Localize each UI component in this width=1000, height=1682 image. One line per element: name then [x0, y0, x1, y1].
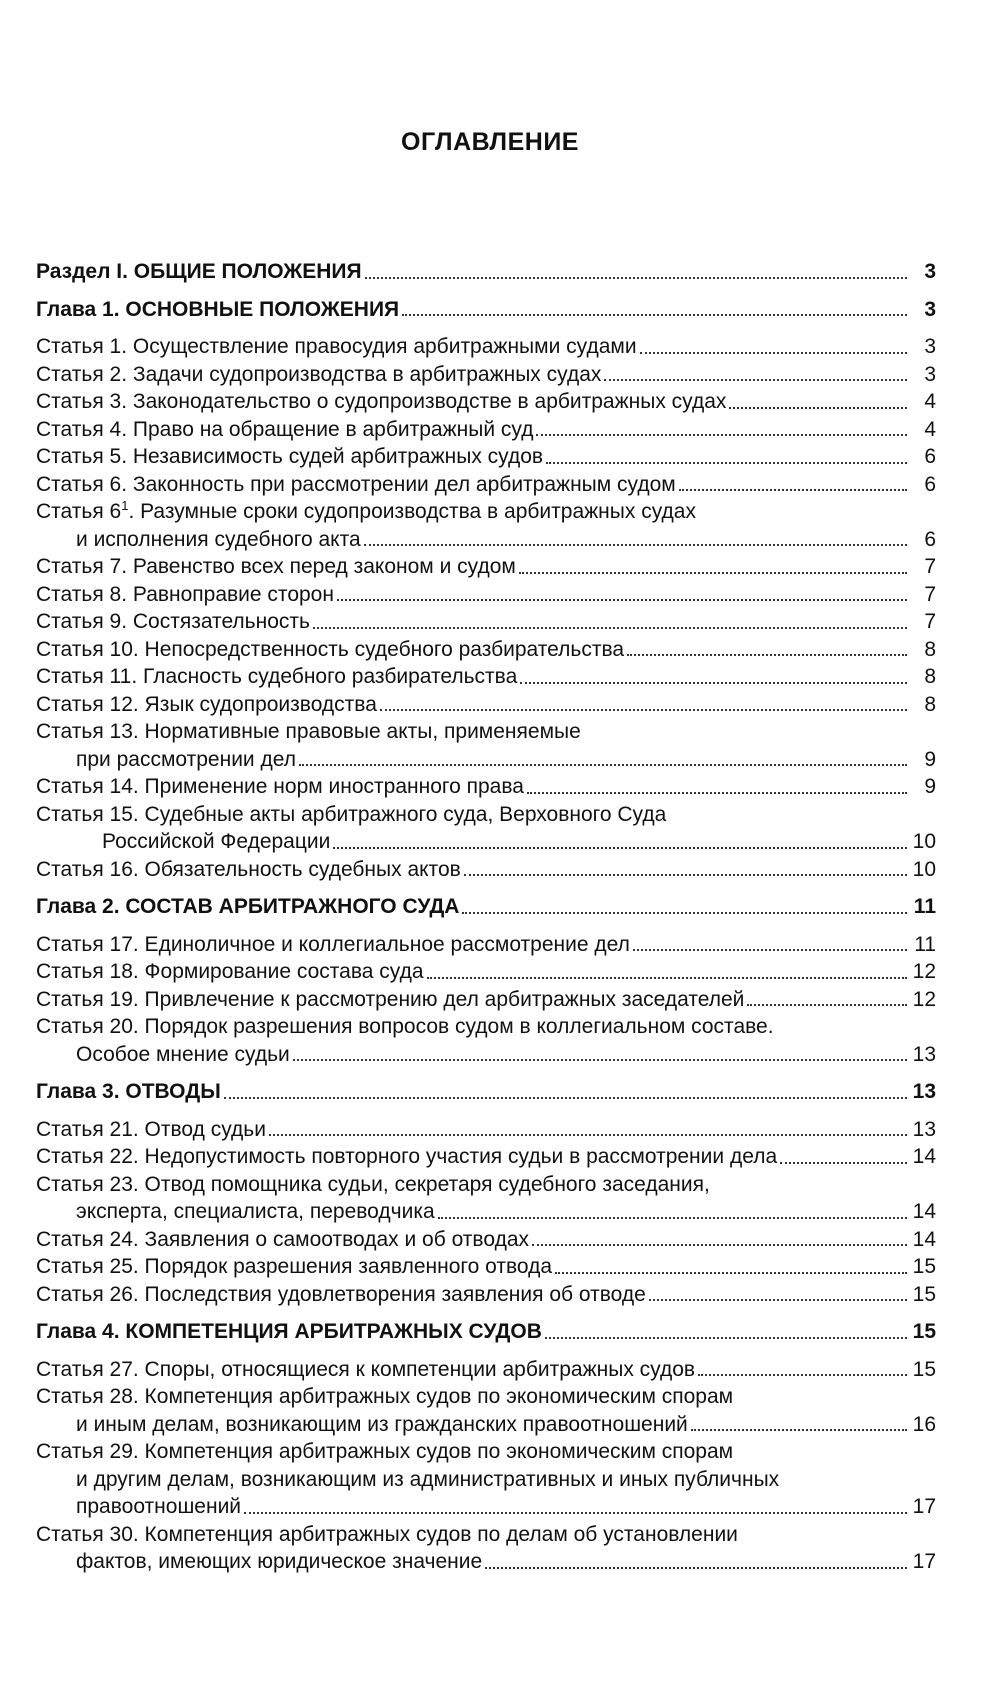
toc-entry-page: 8	[924, 665, 936, 688]
toc-entry-article-29-line-2: и другим делам, возникающим из административных и иных публичных	[76, 1467, 780, 1491]
toc-entry-page: 16	[912, 1412, 936, 1436]
toc-entry-page: 4	[924, 417, 936, 441]
toc-entry-article-23-title[interactable]: Статья 23. Отвод помощника судьи, секретаря судебного заседания,	[36, 1172, 710, 1196]
toc-entry-label: Статья 14. Применение норм иностранного права	[36, 775, 524, 798]
dot-leader	[780, 1162, 907, 1164]
toc-page	[30, 0, 950, 1682]
toc-entry-label: Статья 24. Заявления о самоотводах и об отводах	[36, 1227, 529, 1251]
dot-leader	[691, 1429, 907, 1431]
toc-entry-label: Статья 22. Недопустимость повторного участия судьи в рассмотрении дела	[36, 1145, 778, 1168]
toc-entry-article-29-title[interactable]: Статья 29. Компетенция арбитражных судов по экономическим спорам	[36, 1440, 734, 1463]
toc-entry-label: Статья 7. Равенство всех перед законом и судом	[36, 555, 516, 578]
toc-entry-label: Статья 12. Язык судопроизводства	[36, 692, 377, 716]
dot-leader	[604, 379, 907, 381]
toc-entry-article-12[interactable]	[36, 691, 936, 719]
toc-entry-page: 13	[912, 1117, 936, 1141]
toc-entry-label: Глава 1. ОСНОВНЫЕ ПОЛОЖЕНИЯ	[36, 297, 400, 321]
dot-leader	[402, 314, 907, 316]
dot-leader	[293, 1059, 907, 1061]
dot-leader	[633, 949, 907, 951]
toc-entry-page: 13	[912, 1042, 936, 1066]
toc-entry-article-6[interactable]	[36, 471, 936, 499]
toc-entry-article-4[interactable]	[36, 416, 936, 444]
toc-entry-article-28[interactable]	[36, 1411, 936, 1439]
toc-entry-label-continuation: фактов, имеющих юридическое значение	[76, 1550, 483, 1573]
toc-entry-article-20-title[interactable]: Статья 20. Порядок разрешения вопросов судом в коллегиальном составе.	[36, 1015, 774, 1038]
dot-leader	[462, 912, 907, 914]
toc-entry-page: 14	[912, 1227, 936, 1251]
toc-entry-article-11[interactable]	[36, 663, 936, 691]
dot-leader	[313, 627, 907, 629]
toc-entry-label: Глава 4. КОМПЕТЕНЦИЯ АРБИТРАЖНЫХ СУДОВ	[36, 1320, 542, 1343]
dot-leader	[244, 1512, 907, 1514]
dot-leader	[545, 1337, 907, 1339]
toc-entry-page: 14	[912, 1200, 936, 1223]
toc-entry-page: 17	[912, 1550, 936, 1573]
toc-entry-page: 15	[912, 1320, 936, 1343]
toc-entry-article-21[interactable]	[36, 1116, 936, 1144]
toc-entry-page: 12	[912, 960, 936, 983]
dot-leader	[299, 764, 907, 766]
dot-leader	[333, 847, 907, 849]
toc-entry-label: Статья 10. Непосредственность судебного разбирательства	[36, 637, 625, 661]
toc-entry-page: 15	[912, 1282, 936, 1306]
toc-entry-article-7[interactable]	[36, 553, 936, 581]
toc-entry-article-17[interactable]	[36, 931, 936, 959]
toc-entry-label: Статья 26. Последствия удовлетворения заявления об отводе	[36, 1282, 646, 1306]
toc-entry-article-5[interactable]	[36, 443, 936, 471]
dot-leader	[438, 1217, 907, 1219]
toc-entry-article-6-1[interactable]	[36, 526, 936, 554]
toc-entry-article-18[interactable]	[36, 958, 936, 986]
toc-entry-page: 7	[924, 582, 936, 606]
toc-entry-label: Статья 25. Порядок разрешения заявленного отвода	[36, 1255, 553, 1278]
dot-leader	[729, 407, 907, 409]
toc-entry-page: 6	[924, 527, 936, 551]
toc-entry-label: Статья 16. Обязательность судебных актов	[36, 857, 461, 881]
dot-leader	[380, 709, 907, 711]
toc-entry-label: Глава 3. ОТВОДЫ	[36, 1080, 221, 1103]
toc-entry-chapter-2[interactable]	[36, 893, 936, 921]
toc-entry-article-8[interactable]	[36, 581, 936, 609]
toc-entry-page: 15	[912, 1255, 936, 1278]
dot-leader	[679, 489, 907, 491]
toc-entry-page: 17	[912, 1495, 936, 1518]
toc-entry-page: 3	[924, 335, 936, 358]
dot-leader	[520, 682, 907, 684]
toc-entry-article-3[interactable]	[36, 388, 936, 416]
toc-entry-article-30[interactable]	[36, 1548, 936, 1576]
toc-entry-label-sup: 1	[121, 498, 129, 513]
toc-entry-article-24[interactable]	[36, 1226, 936, 1254]
toc-entry-label-continuation: и исполнения судебного акта	[76, 527, 361, 551]
toc-entry-chapter-4[interactable]	[36, 1318, 936, 1346]
toc-entry-page: 3	[924, 297, 936, 321]
dot-leader	[627, 654, 907, 656]
toc-entry-article-16[interactable]	[36, 856, 936, 884]
toc-entry-article-10[interactable]	[36, 636, 936, 664]
toc-entry-page: 7	[924, 610, 936, 633]
dot-leader	[365, 277, 907, 279]
toc-entry-label: Статья 11. Гласность судебного разбирательства	[36, 665, 518, 688]
toc-entry-section-1[interactable]	[36, 258, 936, 286]
dot-leader	[546, 462, 907, 464]
page-title: ОГЛАВЛЕНИЕ	[401, 128, 579, 156]
toc-entry-article-29[interactable]	[36, 1493, 936, 1521]
toc-entry-article-26[interactable]	[36, 1281, 936, 1309]
toc-entry-article-25[interactable]	[36, 1253, 936, 1281]
toc-entry-label-continuation: Особое мнение судьи	[76, 1042, 290, 1066]
toc-entry-page: 3	[924, 260, 936, 283]
toc-entry-page: 12	[912, 987, 936, 1011]
toc-entry-page: 10	[912, 857, 936, 881]
dot-leader	[337, 599, 907, 601]
toc-entry-page: 10	[912, 830, 936, 853]
toc-entry-label: Статья 17. Единоличное и коллегиальное рассмотрение дел	[36, 932, 630, 956]
toc-entry-page: 6	[924, 445, 936, 468]
toc-entry-page: 14	[912, 1145, 936, 1168]
dot-leader	[747, 1004, 907, 1006]
toc-entry-article-19[interactable]	[36, 986, 936, 1014]
toc-entry-article-13-title[interactable]: Статья 13. Нормативные правовые акты, применяемые	[36, 720, 581, 743]
dot-leader	[640, 352, 907, 354]
table-of-contents	[36, 258, 936, 1576]
toc-entry-article-13[interactable]	[36, 746, 936, 774]
toc-entry-label-continuation: и иным делам, возникающим из гражданских правоотношений	[76, 1412, 688, 1436]
dot-leader	[536, 434, 907, 436]
toc-entry-page: 4	[924, 390, 936, 413]
toc-entry-label: Статья 18. Формирование состава суда	[36, 960, 424, 983]
toc-entry-article-20[interactable]	[36, 1041, 936, 1069]
dot-leader	[649, 1299, 907, 1301]
toc-entry-label-prefix: Статья 6	[36, 500, 122, 523]
toc-entry-page: 3	[924, 362, 936, 386]
toc-entry-label-continuation: при рассмотрении дел	[76, 747, 296, 771]
dot-leader	[519, 572, 907, 574]
toc-entry-page: 13	[912, 1080, 936, 1103]
dot-leader	[698, 1374, 907, 1376]
toc-entry-article-14[interactable]	[36, 773, 936, 801]
toc-entry-article-2[interactable]	[36, 361, 936, 389]
toc-entry-page: 11	[913, 895, 936, 918]
toc-entry-chapter-3[interactable]	[36, 1078, 936, 1106]
dot-leader	[427, 977, 908, 979]
toc-entry-label-continuation: эксперта, специалиста, переводчика	[76, 1200, 435, 1223]
toc-entry-article-22[interactable]	[36, 1143, 936, 1171]
toc-entry-page: 9	[924, 775, 936, 798]
toc-entry-page: 15	[912, 1357, 936, 1381]
toc-entry-label: Статья 3. Законодательство о судопроизводстве в арбитражных судах	[36, 390, 727, 413]
toc-entry-page: 8	[924, 637, 936, 661]
toc-entry-label: Раздел I. ОБЩИЕ ПОЛОЖЕНИЯ	[36, 260, 362, 283]
toc-entry-page: 11	[914, 932, 936, 956]
toc-entry-article-28-title[interactable]: Статья 28. Компетенция арбитражных судов по экономическим спорам	[36, 1385, 734, 1408]
toc-entry-article-15-title[interactable]: Статья 15. Судебные акты арбитражного суда, Верховного Суда	[36, 802, 667, 826]
dot-leader	[485, 1567, 907, 1569]
dot-leader	[527, 792, 907, 794]
toc-entry-label: Статья 6. Законность при рассмотрении дел арбитражным судом	[36, 472, 676, 496]
dot-leader	[555, 1272, 907, 1274]
toc-entry-label-suffix: . Разумные сроки судопроизводства в арбитражных судах	[128, 500, 696, 523]
toc-entry-label-continuation: правоотношений	[76, 1495, 242, 1518]
toc-entry-label: Статья 5. Независимость судей арбитражных судов	[36, 445, 544, 468]
toc-entry-label: Статья 4. Право на обращение в арбитражный суд	[36, 417, 534, 441]
toc-entry-label: Статья 9. Состязательность	[36, 610, 310, 633]
toc-entry-page: 7	[924, 555, 936, 578]
toc-entry-article-1[interactable]	[36, 333, 936, 361]
toc-entry-label: Статья 19. Привлечение к рассмотрению дел арбитражных заседателей	[36, 987, 745, 1011]
toc-entry-page: 8	[924, 692, 936, 716]
toc-entry-article-9[interactable]	[36, 608, 936, 636]
toc-entry-article-23[interactable]	[36, 1198, 936, 1226]
toc-entry-label: Статья 2. Задачи судопроизводства в арбитражных судах	[36, 362, 602, 386]
dot-leader	[269, 1134, 907, 1136]
toc-entry-article-27[interactable]	[36, 1356, 936, 1384]
toc-entry-page: 9	[924, 747, 936, 771]
dot-leader	[224, 1097, 907, 1099]
toc-entry-page: 6	[924, 472, 936, 496]
toc-entry-label: Глава 2. СОСТАВ АРБИТРАЖНОГО СУДА	[36, 895, 460, 918]
toc-entry-article-6-1-title[interactable]	[36, 498, 936, 526]
toc-entry-label: Статья 21. Отвод судьи	[36, 1117, 266, 1141]
toc-entry-label-continuation: Российской Федерации	[102, 830, 331, 853]
toc-entry-label: Статья 1. Осуществление правосудия арбитражными судами	[36, 335, 637, 358]
dot-leader	[532, 1244, 907, 1246]
toc-entry-chapter-1[interactable]	[36, 296, 936, 324]
toc-entry-article-15[interactable]	[36, 828, 936, 856]
dot-leader	[464, 874, 907, 876]
toc-entry-label: Статья 8. Равноправие сторон	[36, 582, 334, 606]
toc-entry-label: Статья 27. Споры, относящиеся к компетенции арбитражных судов	[36, 1357, 696, 1381]
toc-entry-article-30-title[interactable]: Статья 30. Компетенция арбитражных судов по делам об установлении	[36, 1522, 738, 1546]
dot-leader	[364, 544, 907, 546]
